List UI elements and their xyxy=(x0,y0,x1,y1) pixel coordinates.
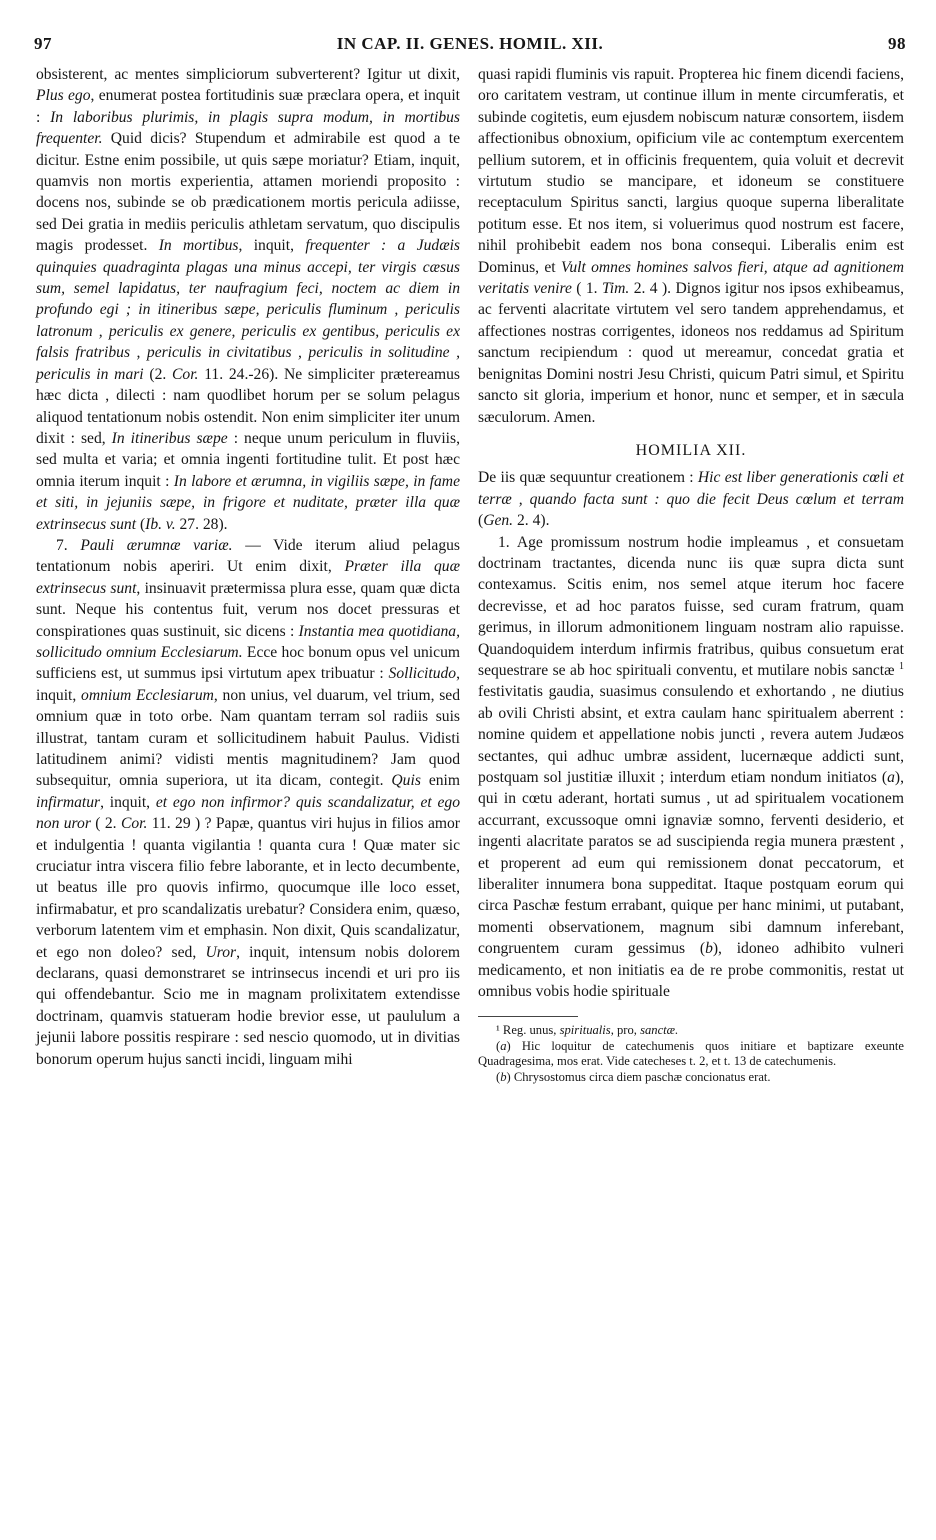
page-number-left: 97 xyxy=(34,34,52,53)
homily-title: HOMILIA XII. xyxy=(635,441,747,459)
footnote-1: ¹ Reg. unus, spiritualis, pro, sanctæ. xyxy=(496,1023,679,1038)
footnote-divider xyxy=(478,1016,578,1017)
section-number: 7. xyxy=(56,536,81,554)
running-title: IN CAP. II. GENES. HOMIL. XII. xyxy=(336,34,604,53)
right-column xyxy=(478,64,904,1085)
page-number-right: 98 xyxy=(888,34,906,53)
section-heading: Pauli ærumnæ variæ. xyxy=(80,536,233,554)
paragraph-continuation: obsisterent, ac mentes simpliciorum subverterent? Igitur ut dixit, Plus ego, enumerat postea fortitudinis suæ præclara opera, et inquit : In laboribus plurimis, in plagis supra modum, in mortibus frequenter. Quid dicis? Stupendum et admirabile est quod a te dicitur. Estne enim possibile, ut quis sæpe moriatur? Etiam, inquit, quamvis non mortis experientia, attamen moriendi proposito : docens nos, subinde se ob prædicationem mortis pericula adiisse, sed Dei gratia in mediis periculis athletam servatum, quo discipulis magis prodesset. In mortibus, inquit, frequenter : a Judæis quinquies quadraginta plagas una minus accepi, ter virgis cæsus sum, semel lapidatus, ter naufragium feci, noctem ac diem in profundo egi ; in itineribus sæpe, periculis fluminum , periculis latronum , periculis ex genere, periculis ex gentibus, periculis ex falsis fratribus , periculis in civitatibus , periculis in solitudine , periculis in mari (2. Cor. 11. 24.-26). Ne simpliciter prætereamus hæc dicta , dilecti : nam quodlibet horum per se solum pelagus aliquod tentationum nobis ostendit. Non enim simpliciter iter unum dixit : sed, In itineribus sæpe : neque unum periculum in fluviis, sed multa et varia; et omnia ingenti fortitudine tulit. Et post hæc omnia iterum inquit : In labore et ærumna, in vigiliis sæpe, in fame et siti, in jejuniis sæpe, in frigore et nuditate, præter illa quæ extrinsecus sunt (Ib. v. 27. 28). xyxy=(36,66,460,533)
footnotes xyxy=(478,1023,904,1085)
paragraph-continuation: quasi rapidi fluminis vis rapuit. Propterea hic finem dicendi faciens, oro caritatem vestram, ut continue illum in mente circumferatis, et subinde cogitetis, eum ejusdem nobiscum naturæ consortem, iisdem affectionibus obnoxium, opificium vile ac contemptum exercentem pellium sutorem, et in officinis frequentem, quia voluit et decrevit virtutum studio se mancipare, et idoneum se constituere receptaculum Spiritus sancti, largius quoque superna liberalitate potitum esse. Et nos item, si voluerimus quod nostrum est facere, nihil prohibebit eadem nos bona consequi. Liberalis enim est Dominus, et Vult omnes homines salvos fieri, atque ad agnitionem veritatis venire ( 1. Tim. 2. 4 ). Dignos igitur nos ipsos exhibeamus, ac ferventi alacritate virtutem vel sero tandem apprehendamus, et affectiones nostras corrigentes, idoneos nos reddamus ad Spiritum sanctum recipiendum : quod ut mereamur, concedat gratia et benignitas Domini nostri Jesu Christi, quicum Patri simul, et Spiritu sancto sit gloria, imperium et honor, nunc et semper, et in sæcula sæculorum. Amen. xyxy=(478,66,904,426)
footnote-b: (b) Chrysostomus circa diem paschæ concionatus erat. xyxy=(496,1069,771,1084)
homily-subject: De iis quæ sequuntur creationem : Hic est liber generationis cœli et terræ , quando facta sunt : quo die fecit Deus cœlum et terram (Gen. 2. 4). xyxy=(478,469,904,530)
paragraph-section-1: 1. Age promissum nostrum hodie impleamus , et consuetam doctrinam tractantes, dicenda nunc iis quæ supra dicta sunt contexamus. Scitis enim, nos semel atque iterum hoc facere decrevisse, et ad hoc paratos fuisse, sed curam fratrum, quam gerimus, in illorum admonitionem linguam nostram alio rapuisse. Quandoquidem interdum infirmis fratribus, quibus consuetum erat sequestrare se ab hoc spirituali conventu, et mutilare nobis sanctæ $^1$ festivitatis gaudia, suasimus consulendo et exhortando , ne diutius ab ovili Christi absint, et extra caulam hanc spiritualem aberrent : nomine quidem et appellatione nobis juncti , revera autem Judæos sectantes, qui adhuc umbræ assident, lucernæque addicti sunt, postquam sol justitiæ illuxit ; interdum etiam nondum initiatos (a), qui in cœtu aderant, hortati sumus , ut ad spiritualem vocationem accurrant, excussoque omni ignaviæ somno, ferventi desiderio, et ingenti alacritate paratos se ad suscipienda regia munera præstent , et properent ad eum qui remissionem donat peccatorum, et liberaliter innumera bona suppeditat. Itaque postquam eorum qui circa Paschæ festum errabant, quique per hanc minimi, ut putabant, momenti observationem, magnum sibi damnum inferebant, congruentem curam gessimus (b), idoneo adhibito vulneri medicamento, et non initiatis ea de re probe commonitis, restat ut omnibus vobis hodie spirituale xyxy=(478,533,904,1001)
footnote-marker: 1 xyxy=(899,660,904,672)
paragraph-section-7: 7. Pauli ærumnæ variæ. — Vide iterum aliud pelagus tentationum nobis aperiri. Ut enim dixit, Præter illa quæ extrinsecus sunt, insinuavit prætermissa plura esse, quam quæ dicta sunt. Neque his contentus fuit, verum nos docet pressuras et conspirationes quas sustinuit, sic dicens : Instantia mea quotidiana, sollicitudo omnium Ecclesiarum. Ecce hoc bonum opus vel unicum sufficiens est, ut summus ipsi virtutum apex tribuatur : Sollicitudo, inquit, omnium Ecclesiarum, non unius, vel duarum, vel trium, sed omnium quæ in toto orbe. Nam quantam terram sol radiis suis illustrat, tantam curam et sollicitudinem habuit Paulus. Vidisti latitudinem animi? vidisti mentis magnitudinem? Jam quod subsequitur, omnia superiora, ut ita dicam, contegit. Quis enim infirmatur, inquit, et ego non infirmor? quis scandalizatur, et ego non uror ( 2. Cor. 11. 29 ) ? Papæ, quantus viri hujus in filios amor et indulgentia ! quanta vigilantia ! quanta cura ! Quæ mater sic cruciatur intra viscera filio febre laborante, et in lecto decumbente, ut beatus ille pro quovis infirmo, quocumque ille loco esset, infirmabatur, et pro scandalizatis urebatur? Considera enim, quæso, verborum latentem vim et emphasin. Non dixit, Quis scandalizatur, et ego non doleo? sed, Uror, inquit, intensum nobis dolorem declarans, quasi demonstraret se intrinsecus incendi et uri pro iis qui offendebantur. Scio me in magnam prolixitatem extendisse doctrinam, quamvis statueram hodie brevior esse, ut paululum a jejunii labore possitis respirare : sed nescio quomodo, ut in divitias bonorum operum hujus sancti incidi, linguam mihi xyxy=(36,536,461,1068)
left-column xyxy=(36,64,460,1070)
footnote-a: (a) Hic loquitur de catechumenis quos initiare et baptizare exeunte Quadragesima, mos erat. Vide catecheses t. 2, et t. 13 de catechumenis. xyxy=(478,1038,904,1069)
running-head xyxy=(34,34,906,60)
